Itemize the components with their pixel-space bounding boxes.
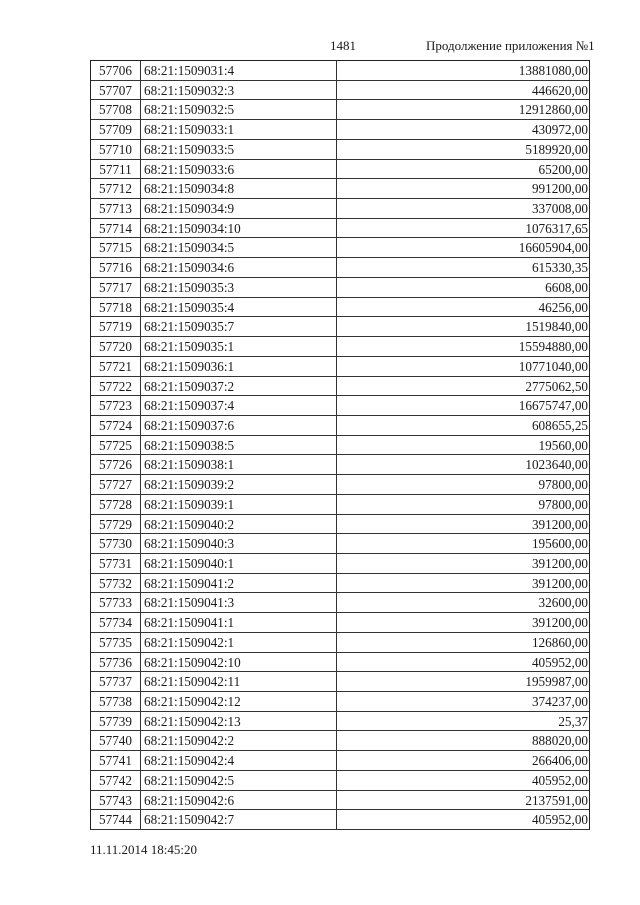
cadastral-number: 68:21:1509034:8 [141, 179, 337, 198]
cadastral-number: 68:21:1509040:1 [141, 554, 337, 573]
row-number: 57720 [91, 337, 141, 356]
row-number: 57713 [91, 199, 141, 218]
cadastral-number: 68:21:1509034:9 [141, 199, 337, 218]
row-number: 57719 [91, 317, 141, 336]
cadastral-number: 68:21:1509042:1 [141, 633, 337, 652]
table-row [91, 731, 589, 751]
cadastral-number: 68:21:1509042:11 [141, 672, 337, 691]
row-number: 57741 [91, 751, 141, 770]
table-row [91, 199, 589, 219]
cadastral-number: 68:21:1509040:2 [141, 515, 337, 534]
cadastral-number: 68:21:1509035:7 [141, 317, 337, 336]
row-number: 57730 [91, 534, 141, 553]
cadastral-value: 391200,00 [531, 555, 588, 571]
cadastral-value: 615330,35 [531, 260, 588, 276]
cadastral-value: 19560,00 [538, 437, 588, 453]
cadastral-number: 68:21:1509034:10 [141, 219, 337, 238]
cadastral-number: 68:21:1509042:4 [141, 751, 337, 770]
cadastral-number: 68:21:1509033:6 [141, 160, 337, 179]
row-number: 57735 [91, 633, 141, 652]
row-number: 57744 [91, 810, 141, 829]
cadastral-value: 32600,00 [538, 595, 588, 611]
cadastral-value: 1519840,00 [525, 319, 588, 335]
table-row [91, 357, 589, 377]
table-row [91, 238, 589, 258]
row-number: 57706 [91, 61, 141, 80]
row-number: 57727 [91, 475, 141, 494]
row-number: 57734 [91, 613, 141, 632]
cadastral-value: 1023640,00 [525, 457, 588, 473]
cadastral-value: 266406,00 [531, 753, 588, 769]
footer-timestamp: 11.11.2014 18:45:20 [90, 842, 198, 857]
cadastral-number: 68:21:1509042:13 [141, 712, 337, 731]
cadastral-number: 68:21:1509032:3 [141, 81, 337, 100]
cadastral-number: 68:21:1509038:1 [141, 455, 337, 474]
cadastral-number: 68:21:1509039:2 [141, 475, 337, 494]
table-row [91, 140, 589, 160]
cadastral-number: 68:21:1509033:1 [141, 120, 337, 139]
cadastral-number: 68:21:1509039:1 [141, 495, 337, 514]
row-number: 57718 [91, 298, 141, 317]
cadastral-number: 68:21:1509041:2 [141, 574, 337, 593]
cadastral-value: 405952,00 [531, 654, 588, 670]
cadastral-value: 1959987,00 [525, 674, 588, 690]
table-row [91, 613, 589, 633]
row-number: 57731 [91, 554, 141, 573]
row-number: 57715 [91, 238, 141, 257]
cadastral-value: 374237,00 [531, 694, 588, 709]
cadastral-value: 195600,00 [531, 536, 588, 552]
cadastral-number: 68:21:1509042:2 [141, 731, 337, 750]
row-number: 57736 [91, 653, 141, 672]
cadastral-value: 65200,00 [538, 161, 588, 177]
table-row [91, 534, 589, 554]
cadastral-value-table [90, 60, 590, 830]
table-row [91, 672, 589, 692]
cadastral-number: 68:21:1509038:5 [141, 436, 337, 455]
cadastral-value: 13881080,00 [518, 63, 588, 78]
row-number: 57737 [91, 672, 141, 691]
cadastral-number: 68:21:1509041:3 [141, 593, 337, 612]
cadastral-number: 68:21:1509034:5 [141, 238, 337, 257]
row-number: 57714 [91, 219, 141, 238]
cadastral-value: 15594880,00 [518, 339, 588, 355]
row-number: 57733 [91, 593, 141, 612]
cadastral-value: 446620,00 [531, 82, 588, 98]
table-row [91, 377, 589, 397]
row-number: 57739 [91, 712, 141, 731]
table-row [91, 455, 589, 475]
table-row [91, 100, 589, 120]
cadastral-value: 16605904,00 [518, 240, 588, 256]
cadastral-value: 25,37 [558, 713, 588, 729]
cadastral-number: 68:21:1509032:5 [141, 100, 337, 119]
table-row [91, 593, 589, 613]
table-row [91, 751, 589, 771]
cadastral-value: 46256,00 [538, 299, 588, 315]
cadastral-value: 6608,00 [545, 279, 588, 295]
table-row [91, 396, 589, 416]
table-row [91, 120, 589, 140]
table-row [91, 298, 589, 318]
row-number: 57709 [91, 120, 141, 139]
cadastral-number: 68:21:1509037:2 [141, 377, 337, 396]
table-row [91, 416, 589, 436]
table-row [91, 653, 589, 673]
cadastral-number: 68:21:1509042:10 [141, 653, 337, 672]
row-number: 57732 [91, 574, 141, 593]
cadastral-value: 10771040,00 [518, 358, 588, 374]
row-number: 57724 [91, 416, 141, 435]
row-number: 57742 [91, 771, 141, 790]
cadastral-number: 68:21:1509033:5 [141, 140, 337, 159]
row-number: 57729 [91, 515, 141, 534]
cadastral-value: 97800,00 [538, 496, 588, 512]
cadastral-value: 405952,00 [531, 812, 588, 828]
table-row [91, 495, 589, 515]
cadastral-number: 68:21:1509042:12 [141, 692, 337, 711]
table-row [91, 515, 589, 535]
row-number: 57712 [91, 179, 141, 198]
cadastral-number: 68:21:1509042:5 [141, 771, 337, 790]
cadastral-number: 68:21:1509036:1 [141, 357, 337, 376]
cadastral-number: 68:21:1509040:3 [141, 534, 337, 553]
cadastral-number: 68:21:1509042:6 [141, 791, 337, 810]
cadastral-number: 68:21:1509031:4 [141, 61, 337, 80]
row-number: 57738 [91, 692, 141, 711]
cadastral-number: 68:21:1509035:4 [141, 298, 337, 317]
table-row [91, 554, 589, 574]
cadastral-number: 68:21:1509041:1 [141, 613, 337, 632]
cadastral-value: 430972,00 [531, 122, 588, 138]
cadastral-number: 68:21:1509035:3 [141, 278, 337, 297]
cadastral-value: 97800,00 [538, 477, 588, 493]
row-number: 57725 [91, 436, 141, 455]
cadastral-value: 391200,00 [531, 575, 588, 591]
row-number: 57721 [91, 357, 141, 376]
page-number: 1481 [330, 38, 356, 53]
cadastral-value: 888020,00 [531, 733, 588, 749]
cadastral-value: 5189920,00 [525, 141, 588, 157]
cadastral-number: 68:21:1509042:7 [141, 810, 337, 829]
cadastral-number: 68:21:1509034:6 [141, 258, 337, 277]
row-number: 57711 [91, 160, 141, 179]
cadastral-value: 2775062,50 [525, 378, 588, 394]
row-number: 57723 [91, 396, 141, 415]
table-row [91, 258, 589, 278]
table-row [91, 278, 589, 298]
cadastral-value: 12912860,00 [518, 102, 588, 118]
row-number: 57728 [91, 495, 141, 514]
row-number: 57722 [91, 377, 141, 396]
table-row [91, 61, 589, 81]
cadastral-value: 1076317,65 [525, 220, 588, 236]
cadastral-number: 68:21:1509037:4 [141, 396, 337, 415]
row-number: 57716 [91, 258, 141, 277]
table-row [91, 160, 589, 180]
row-number: 57707 [91, 81, 141, 100]
table-row [91, 771, 589, 791]
table-row [91, 179, 589, 199]
row-number: 57717 [91, 278, 141, 297]
cadastral-value: 991200,00 [531, 181, 588, 197]
appendix-caption: Продолжение приложения №1 [426, 38, 595, 53]
table-row [91, 712, 589, 732]
cadastral-number: 68:21:1509035:1 [141, 337, 337, 356]
table-row [91, 692, 589, 712]
table-row [91, 475, 589, 495]
cadastral-value: 391200,00 [531, 615, 588, 631]
table-row [91, 633, 589, 653]
table-row [91, 436, 589, 456]
row-number: 57710 [91, 140, 141, 159]
cadastral-number: 68:21:1509037:6 [141, 416, 337, 435]
table-row [91, 81, 589, 101]
row-number: 57708 [91, 100, 141, 119]
table-row [91, 574, 589, 594]
row-number: 57743 [91, 791, 141, 810]
cadastral-value: 126860,00 [531, 634, 588, 650]
row-number: 57740 [91, 731, 141, 750]
table-row [91, 810, 589, 830]
cadastral-value: 405952,00 [531, 772, 588, 788]
table-row [91, 219, 589, 239]
cadastral-value: 16675747,00 [518, 398, 588, 414]
row-number: 57726 [91, 455, 141, 474]
table-row [91, 317, 589, 337]
cadastral-value: 2137591,00 [525, 792, 588, 808]
cadastral-value: 337008,00 [531, 201, 588, 217]
table-row [91, 337, 589, 357]
table-row [91, 791, 589, 811]
cadastral-value: 608655,25 [531, 417, 588, 433]
cadastral-value: 391200,00 [531, 516, 588, 532]
